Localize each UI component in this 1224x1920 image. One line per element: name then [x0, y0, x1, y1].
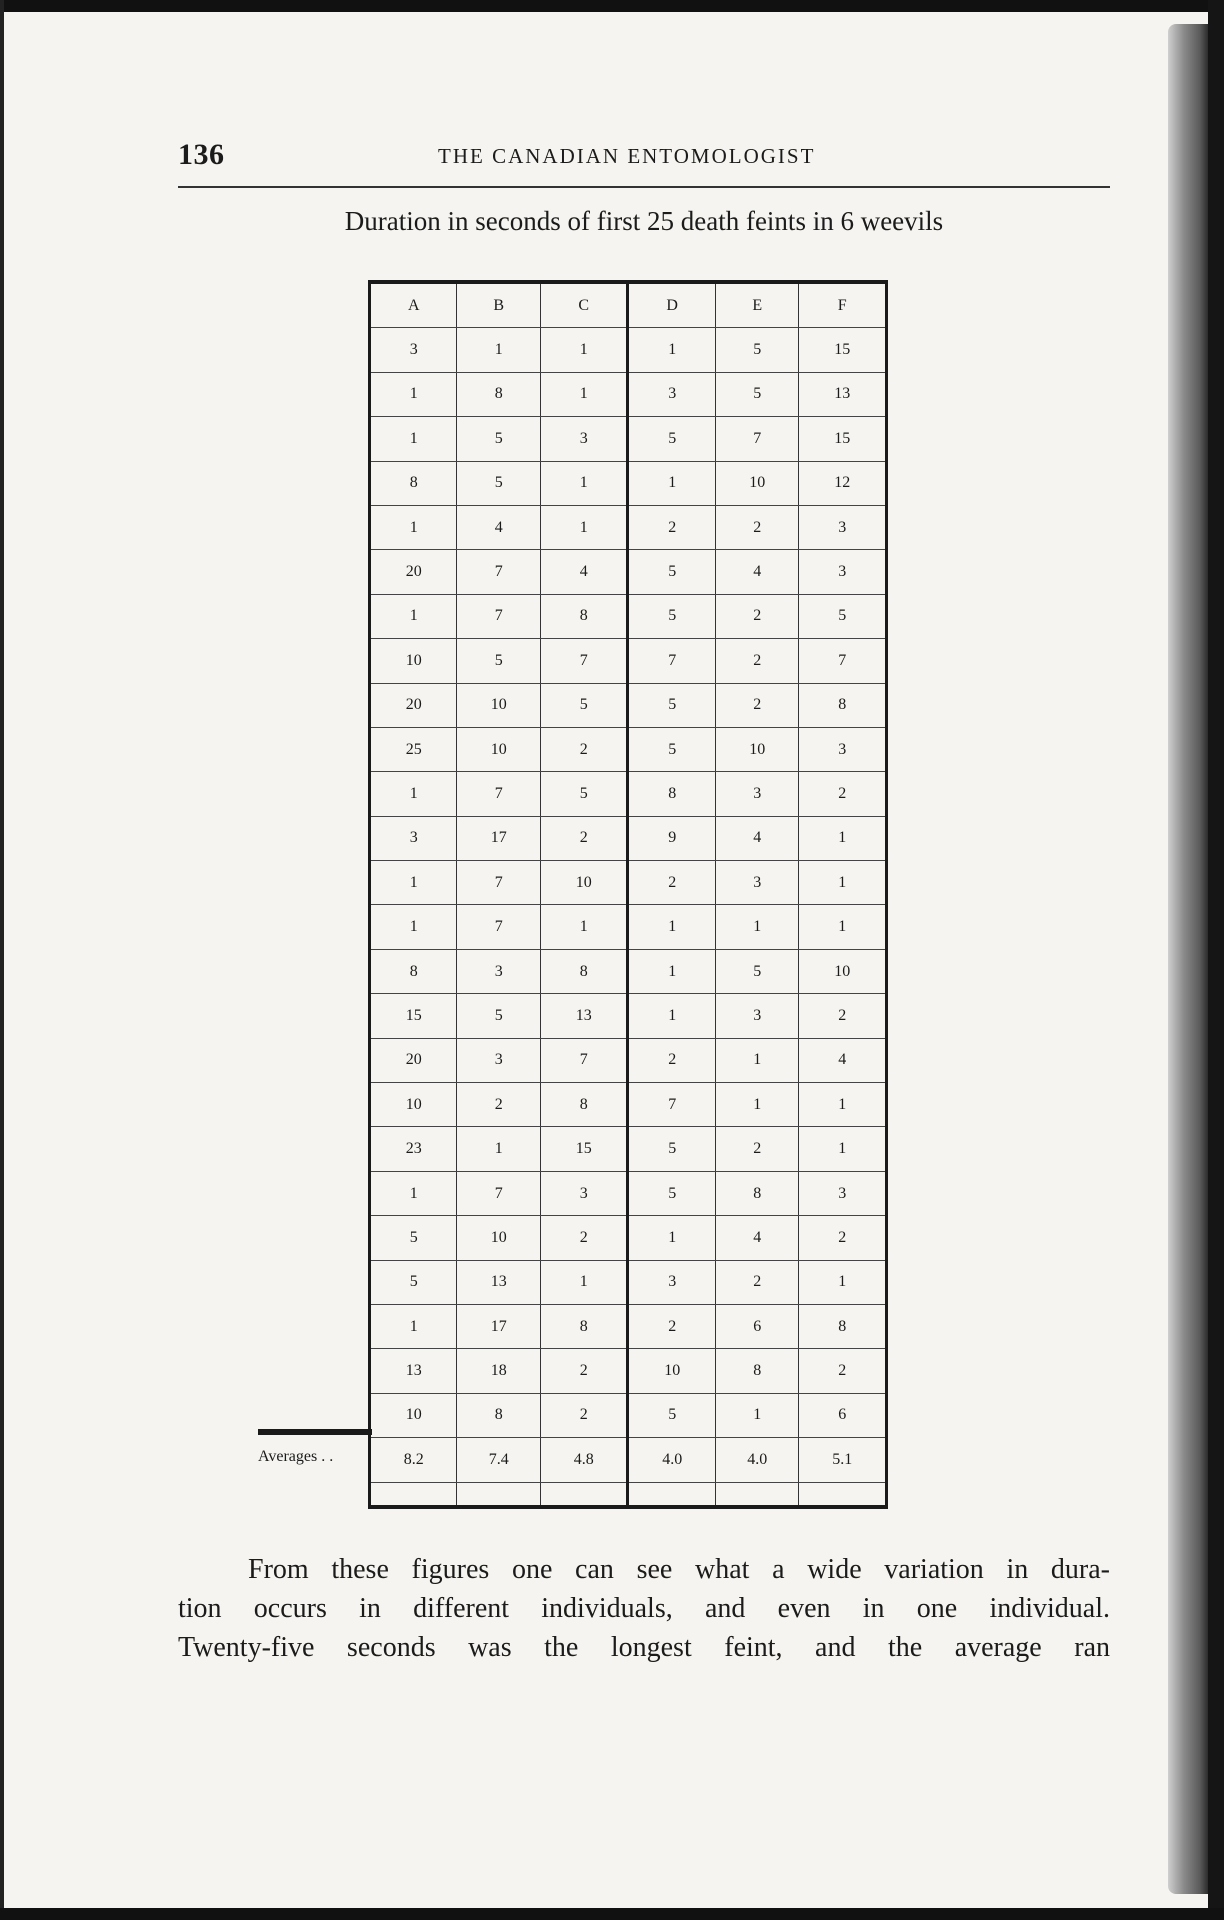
averages-row — [370, 1438, 887, 1483]
bottom-scan-border — [0, 1908, 1224, 1920]
empty-cell — [715, 1483, 799, 1508]
table-cell-d: 5 — [628, 550, 715, 594]
average-cell-f: 5.1 — [799, 1438, 887, 1483]
table-cell-f: 5 — [799, 594, 887, 638]
table-cell-d: 5 — [628, 1127, 715, 1171]
table-cell-b: 5 — [457, 994, 541, 1038]
table-cell-f: 2 — [799, 994, 887, 1038]
table-row — [370, 772, 887, 816]
table-row — [370, 1171, 887, 1215]
table-cell-e: 10 — [715, 727, 799, 771]
table-cell-f: 3 — [799, 1171, 887, 1215]
table-cell-e: 4 — [715, 550, 799, 594]
table-cell-b: 7 — [457, 861, 541, 905]
table-cell-a: 15 — [370, 994, 457, 1038]
table-cell-e: 1 — [715, 1083, 799, 1127]
table-cell-d: 2 — [628, 505, 715, 549]
table-cell-e: 6 — [715, 1304, 799, 1348]
table-cell-b: 5 — [457, 461, 541, 505]
empty-cell — [799, 1483, 887, 1508]
table-cell-f: 2 — [799, 1349, 887, 1393]
table-cell-d: 5 — [628, 683, 715, 727]
table-cell-b: 7 — [457, 905, 541, 949]
table-row — [370, 683, 887, 727]
table-cell-e: 3 — [715, 994, 799, 1038]
table-cell-e: 7 — [715, 417, 799, 461]
table-row — [370, 328, 887, 372]
table-row — [370, 1304, 887, 1348]
table-cell-a: 23 — [370, 1127, 457, 1171]
table-cell-e: 2 — [715, 639, 799, 683]
table-cell-f: 1 — [799, 861, 887, 905]
table-cell-f: 10 — [799, 949, 887, 993]
body-line: Twenty-five seconds was the longest feint, and the average ran — [178, 1632, 1110, 1663]
table-row — [370, 1127, 887, 1171]
table-cell-b: 10 — [457, 683, 541, 727]
table-cell-a: 20 — [370, 683, 457, 727]
body-line: tion occurs in different individuals, and even in one individual. — [178, 1593, 1110, 1624]
table-cell-b: 4 — [457, 505, 541, 549]
table-cell-a: 1 — [370, 372, 457, 416]
table-cell-d: 5 — [628, 417, 715, 461]
table-cell-f: 4 — [799, 1038, 887, 1082]
table-row — [370, 905, 887, 949]
table-cell-d: 9 — [628, 816, 715, 860]
table-cell-a: 3 — [370, 816, 457, 860]
average-cell-d: 4.0 — [628, 1438, 715, 1483]
empty-cell — [457, 1483, 541, 1508]
table-cell-a: 13 — [370, 1349, 457, 1393]
table-cell-a: 5 — [370, 1260, 457, 1304]
table-row — [370, 1349, 887, 1393]
table-cell-c: 5 — [540, 772, 627, 816]
table-cell-f: 13 — [799, 372, 887, 416]
table-cell-b: 5 — [457, 417, 541, 461]
table-cell-f: 8 — [799, 1304, 887, 1348]
table-cell-c: 1 — [540, 461, 627, 505]
column-header-a: A — [370, 282, 457, 328]
table-cell-e: 5 — [715, 949, 799, 993]
table-cell-b: 17 — [457, 816, 541, 860]
table-cell-d: 1 — [628, 905, 715, 949]
body-paragraph — [178, 1550, 1110, 1667]
table-cell-e: 1 — [715, 1038, 799, 1082]
table-cell-c: 3 — [540, 1171, 627, 1215]
table-cell-b: 8 — [457, 372, 541, 416]
table-cell-b: 10 — [457, 727, 541, 771]
column-header-b: B — [457, 282, 541, 328]
table-cell-c: 8 — [540, 594, 627, 638]
table-cell-d: 10 — [628, 1349, 715, 1393]
table-row — [370, 594, 887, 638]
table-cell-c: 2 — [540, 1216, 627, 1260]
table-cell-b: 7 — [457, 772, 541, 816]
table-cell-a: 3 — [370, 328, 457, 372]
table-cell-a: 1 — [370, 772, 457, 816]
table-cell-c: 2 — [540, 816, 627, 860]
table-cell-a: 20 — [370, 550, 457, 594]
table-cell-f: 1 — [799, 1127, 887, 1171]
table-cell-c: 1 — [540, 328, 627, 372]
table-cell-d: 1 — [628, 949, 715, 993]
table-cell-c: 2 — [540, 1393, 627, 1437]
running-head — [178, 138, 1108, 174]
table-cell-a: 1 — [370, 594, 457, 638]
table-cell-f: 8 — [799, 683, 887, 727]
averages-label: Averages . . — [258, 1448, 334, 1465]
empty-cell — [628, 1483, 715, 1508]
right-scan-border — [1208, 0, 1224, 1920]
table-cell-f: 7 — [799, 639, 887, 683]
table-cell-f: 3 — [799, 727, 887, 771]
table-cell-f: 15 — [799, 328, 887, 372]
table-cell-d: 1 — [628, 1216, 715, 1260]
table-cell-b: 7 — [457, 594, 541, 638]
table-cell-c: 8 — [540, 949, 627, 993]
table-row — [370, 505, 887, 549]
table-cell-a: 1 — [370, 861, 457, 905]
table-row — [370, 639, 887, 683]
table-cell-e: 1 — [715, 1393, 799, 1437]
table-cell-b: 7 — [457, 550, 541, 594]
table-cell-c: 1 — [540, 505, 627, 549]
table-cell-c: 7 — [540, 1038, 627, 1082]
table-cell-f: 3 — [799, 505, 887, 549]
table-cell-e: 10 — [715, 461, 799, 505]
table-row — [370, 1260, 887, 1304]
table-cell-d: 3 — [628, 372, 715, 416]
table-cell-c: 1 — [540, 1260, 627, 1304]
table-cell-f: 1 — [799, 816, 887, 860]
column-header-d: D — [628, 282, 715, 328]
table-cell-b: 10 — [457, 1216, 541, 1260]
table-cell-a: 5 — [370, 1216, 457, 1260]
empty-cell — [370, 1483, 457, 1508]
table-cell-e: 2 — [715, 1127, 799, 1171]
table-cell-b: 18 — [457, 1349, 541, 1393]
table-row — [370, 550, 887, 594]
table-end-row — [370, 1483, 887, 1508]
table-cell-a: 10 — [370, 1393, 457, 1437]
table-cell-d: 2 — [628, 1038, 715, 1082]
table-cell-a: 1 — [370, 1304, 457, 1348]
table-cell-d: 1 — [628, 328, 715, 372]
table-cell-e: 2 — [715, 1260, 799, 1304]
table-cell-e: 8 — [715, 1171, 799, 1215]
table-cell-c: 3 — [540, 417, 627, 461]
table-cell-b: 5 — [457, 639, 541, 683]
table-cell-f: 3 — [799, 550, 887, 594]
table-cell-e: 4 — [715, 816, 799, 860]
empty-cell — [540, 1483, 627, 1508]
header-rule — [178, 186, 1110, 188]
table-cell-f: 15 — [799, 417, 887, 461]
table-cell-a: 1 — [370, 505, 457, 549]
average-cell-a: 8.2 — [370, 1438, 457, 1483]
table-cell-d: 3 — [628, 1260, 715, 1304]
table-cell-a: 8 — [370, 461, 457, 505]
table-cell-f: 1 — [799, 905, 887, 949]
table-cell-f: 1 — [799, 1260, 887, 1304]
table-cell-a: 25 — [370, 727, 457, 771]
table-caption: Duration in seconds of first 25 death feints in 6 weevils — [344, 206, 944, 236]
table-cell-c: 1 — [540, 905, 627, 949]
table-cell-a: 8 — [370, 949, 457, 993]
weevil-feint-table — [368, 280, 888, 1509]
table-cell-b: 1 — [457, 328, 541, 372]
average-cell-c: 4.8 — [540, 1438, 627, 1483]
table-cell-d: 5 — [628, 1393, 715, 1437]
table-cell-a: 10 — [370, 1083, 457, 1127]
table-cell-e: 2 — [715, 505, 799, 549]
table-cell-b: 2 — [457, 1083, 541, 1127]
top-scan-border — [0, 0, 1224, 12]
column-header-f: F — [799, 282, 887, 328]
table-header-row — [370, 282, 887, 328]
table-cell-c: 1 — [540, 372, 627, 416]
body-line: From these figures one can see what a wide variation in dura- — [248, 1554, 1110, 1585]
table-cell-c: 2 — [540, 1349, 627, 1393]
table-cell-f: 6 — [799, 1393, 887, 1437]
table-cell-e: 3 — [715, 861, 799, 905]
table-cell-b: 3 — [457, 1038, 541, 1082]
averages-rule — [258, 1429, 372, 1435]
table-cell-d: 5 — [628, 1171, 715, 1215]
left-scan-edge — [0, 0, 4, 1920]
table-cell-c: 2 — [540, 727, 627, 771]
table-cell-e: 2 — [715, 683, 799, 727]
table-cell-c: 10 — [540, 861, 627, 905]
table-row — [370, 949, 887, 993]
book-edge-shadow — [1168, 24, 1208, 1894]
table-row — [370, 417, 887, 461]
table-cell-b: 7 — [457, 1171, 541, 1215]
table-cell-a: 1 — [370, 1171, 457, 1215]
table-cell-a: 20 — [370, 1038, 457, 1082]
table-cell-c: 5 — [540, 683, 627, 727]
table-cell-e: 4 — [715, 1216, 799, 1260]
column-header-e: E — [715, 282, 799, 328]
table-cell-d: 5 — [628, 594, 715, 638]
table-row — [370, 1393, 887, 1437]
table-cell-d: 7 — [628, 639, 715, 683]
table-row — [370, 727, 887, 771]
journal-title: THE CANADIAN ENTOMOLOGIST — [438, 144, 816, 168]
column-header-c: C — [540, 282, 627, 328]
table-cell-d: 8 — [628, 772, 715, 816]
table-cell-a: 1 — [370, 905, 457, 949]
table-cell-c: 13 — [540, 994, 627, 1038]
table-cell-e: 8 — [715, 1349, 799, 1393]
table-row — [370, 861, 887, 905]
table-cell-c: 8 — [540, 1304, 627, 1348]
table-cell-b: 3 — [457, 949, 541, 993]
table-cell-f: 12 — [799, 461, 887, 505]
table-cell-a: 10 — [370, 639, 457, 683]
table-cell-d: 1 — [628, 461, 715, 505]
table-row — [370, 461, 887, 505]
table-cell-f: 2 — [799, 1216, 887, 1260]
table-row — [370, 1038, 887, 1082]
table-row — [370, 1216, 887, 1260]
table-row — [370, 994, 887, 1038]
table-cell-a: 1 — [370, 417, 457, 461]
table-cell-d: 2 — [628, 861, 715, 905]
page-number: 136 — [178, 138, 225, 171]
table-cell-c: 4 — [540, 550, 627, 594]
table-cell-e: 3 — [715, 772, 799, 816]
average-cell-e: 4.0 — [715, 1438, 799, 1483]
table-cell-b: 8 — [457, 1393, 541, 1437]
table-body — [370, 328, 887, 1507]
table-cell-b: 13 — [457, 1260, 541, 1304]
table-cell-f: 2 — [799, 772, 887, 816]
table-row — [370, 1083, 887, 1127]
table-cell-c: 8 — [540, 1083, 627, 1127]
table-cell-d: 7 — [628, 1083, 715, 1127]
table-cell-f: 1 — [799, 1083, 887, 1127]
table-cell-c: 15 — [540, 1127, 627, 1171]
table-cell-e: 5 — [715, 328, 799, 372]
table-cell-d: 2 — [628, 1304, 715, 1348]
table-cell-e: 1 — [715, 905, 799, 949]
table-cell-c: 7 — [540, 639, 627, 683]
table-cell-d: 1 — [628, 994, 715, 1038]
average-cell-b: 7.4 — [457, 1438, 541, 1483]
table-row — [370, 372, 887, 416]
table-cell-e: 5 — [715, 372, 799, 416]
table-row — [370, 816, 887, 860]
table-cell-b: 17 — [457, 1304, 541, 1348]
table-cell-d: 5 — [628, 727, 715, 771]
table-cell-b: 1 — [457, 1127, 541, 1171]
table-cell-e: 2 — [715, 594, 799, 638]
